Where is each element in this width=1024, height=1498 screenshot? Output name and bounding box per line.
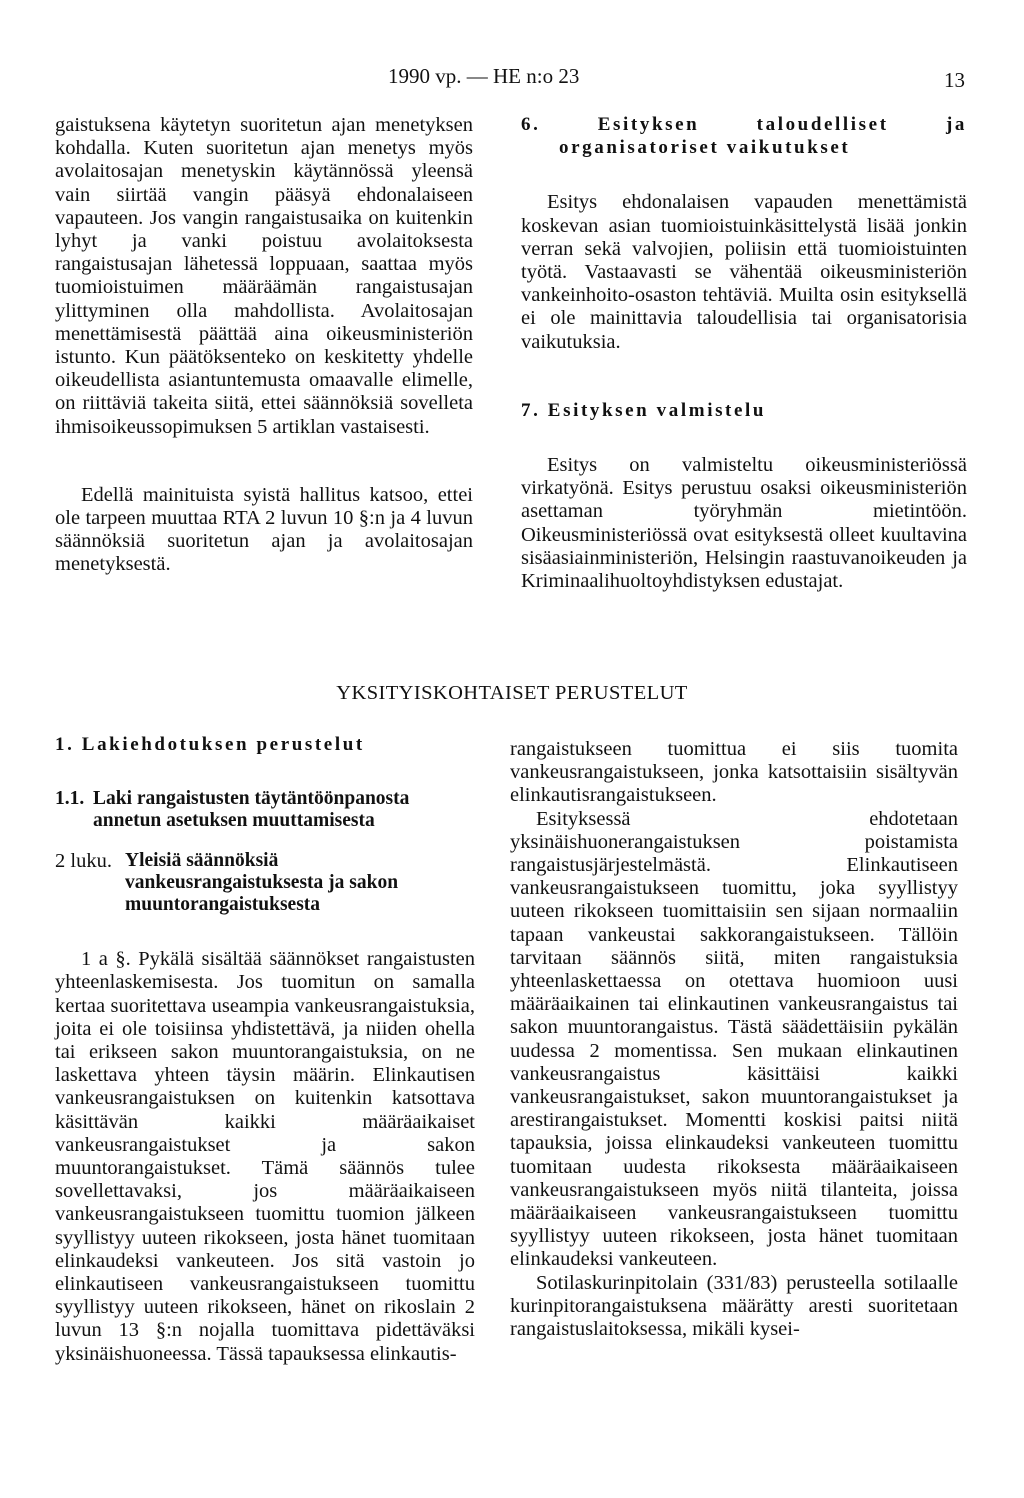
- left-top-column: [55, 114, 473, 577]
- paragraph: Edellä mainituista syistä hallitus katsoo, ettei ole tarpeen muuttaa RTA 2 luvun 10 §:n ja 4 luvun säännöksiä suoritetun ajan ja avolaitosajan menetyksestä.: [55, 483, 473, 576]
- heading-text: Laki rangaistusten täytäntöönpanosta annetun asetuksen muuttamisesta: [93, 788, 410, 832]
- main-title: YKSITYISKOHTAISET PERUSTELUT: [336, 682, 688, 704]
- paragraph: Esityksessä ehdotetaan yksinäishuonerangaistuksen poistamista rangaistusjärjestelmästä. Elinkautiseen vankeusrangaistukseen tuomittu, joka syyllistyy uuteen rikokseen tuomittaisiin sen sijaan normaaliin tapaan vankeustai sakkorangaistukseen. Tällöin tarvitaan säännös siitä, miten rangaistuksia yhteenlaskettaessa on otettava huomioon uusi määräaikainen tai elinkautinen vankeusrangaistus tai sakon muuntorangaistus. Tästä säädettäisiin pykälän uudessa 2 momentissa. Sen mukaan elinkautinen vankeusrangaistus käsittäisi kaikki vankeusrangaistukset, sakon muuntorangaistukset ja arestirangaistukset. Momentti koskisi paitsi niitä tapauksia, joissa elinkaudeksi vankeuteen tuomittu tuomitaan uudesta rikoksesta määräaikaiseen vankeusrangaistukseen myös niitä tilanteita, joissa määräaikaiseen vankeusrangaistukseen tuomittu syyllistyy uuteen rikokseen, josta hänet tuomitaan elinkaudeksi vankeuteen.: [510, 807, 958, 1271]
- section-6-heading: 6. Esityksen taloudelliset ja organisatoriset vaikutukset: [521, 114, 967, 159]
- heading-text: Yleisiä säännöksiä vankeusrangaistuksesta ja sakon muuntorangaistuksesta: [125, 850, 399, 916]
- right-bottom-column: [510, 738, 958, 1341]
- heading-1: 1. Lakiehdotuksen perustelut: [55, 734, 365, 755]
- page-number: 13: [944, 68, 965, 92]
- page-header: [0, 64, 1024, 92]
- section-7-heading: 7. Esityksen valmistelu: [521, 399, 767, 421]
- paragraph: Sotilaskurinpitolain (331/83) perusteella sotilaalle kurinpitorangaistuksena määrätty aresti suoritetaan rangaistuslaitoksessa, mikäli kysei-: [510, 1271, 958, 1341]
- heading-number: 2 luku.: [55, 850, 112, 873]
- paragraph: Esitys on valmisteltu oikeusministeriössä virkatyönä. Esitys perustuu osaksi oikeusministeriön asettaman työryhmän mietintöön. Oikeusministeriössä ovat esityksestä olleet kuultavina sisäasiainministeriön, Helsingin raastuvanoikeuden ja Kriminaalihuoltoyhdistyksen edustajat.: [521, 454, 967, 593]
- paragraph: rangaistukseen tuomittua ei siis tuomita vankeusrangaistukseen, jonka katsottaisiin sisältyvän elinkautisrangaistukseen.: [510, 738, 958, 807]
- right-top-column: [521, 113, 967, 593]
- heading-chapter-2: [55, 850, 475, 916]
- heading-number: 1.1.: [55, 788, 85, 810]
- left-bottom-column: [55, 733, 475, 1366]
- running-title: 1990 vp. — HE n:o 23: [388, 64, 580, 88]
- paragraph: Esitys ehdonalaisen vapauden menettämistä koskevan asian tuomioistuinkäsittelystä lisää jonkin verran sekä valvojien, poliisin että tuomioistuinten työtä. Vastaavasti se vähentää oikeusministeriön vankeinhoito-osaston tehtäviä. Muilta osin esityksellä ei ole mainittavia taloudellisia tai organisatorisia vaikutuksia.: [521, 191, 967, 353]
- heading-1-1: [55, 788, 475, 832]
- paragraph: gaistuksena käytetyn suoritetun ajan menetyksen kohdalla. Kuten suoritetun ajan menetys myös avolaitosajan menetyskin käytännössä yleensä vain siirtää vangin pääsyä ehdonalaiseen vapauteen. Jos vangin rangaistusaika on kuitenkin lyhyt ja vanki poistuu avolaitoksesta rangaistusajan lähetessä loppuaan, saattaa myös tuomioistuimen määräämän rangaistusajan ylittyminen olla mahdollista. Avolaitosajan menettämisestä päättää aina oikeusministeriön istunto. Kun päätöksenteko on keskitetty yhdelle oikeudellista asiantuntemusta omaavalle elimelle, on riittäviä takeita siitä, ettei säännöksiä sovelleta ihmisoikeussopimuksen 5 artiklan vastaisesti.: [55, 114, 473, 438]
- paragraph: 1 a §. Pykälä sisältää säännökset rangaistusten yhteenlaskemisesta. Jos tuomitun on samalla kertaa suoritettava useampia vankeusrangaistuksia, joita ei ole toisiinsa yhdistettävä, ja niiden ohella tai erikseen sakon muuntorangaistuksia, on ne laskettava yhteen täysin määrin. Elinkautisen vankeusrangaistuksen on kuitenkin katsottava käsittävän kaikki määräaikaiset vankeusrangaistukset ja sakon muuntorangaistukset. Tämä säännös tulee sovellettavaksi, jos määräaikaiseen vankeusrangaistukseen tuomittu tuomion jälkeen syyllistyy uuteen rikokseen, josta hänet tuomitaan elinkaudeksi vankeuteen. Jos sitä vastoin jo elinkautiseen vankeusrangaistukseen tuomittu syyllistyy uuteen rikokseen, hänet on rikoslain 2 luvun 13 §:n nojalla tuomittava pidettäväksi yksinäishuoneessa. Tässä tapauksessa elinkautis-: [55, 948, 475, 1365]
